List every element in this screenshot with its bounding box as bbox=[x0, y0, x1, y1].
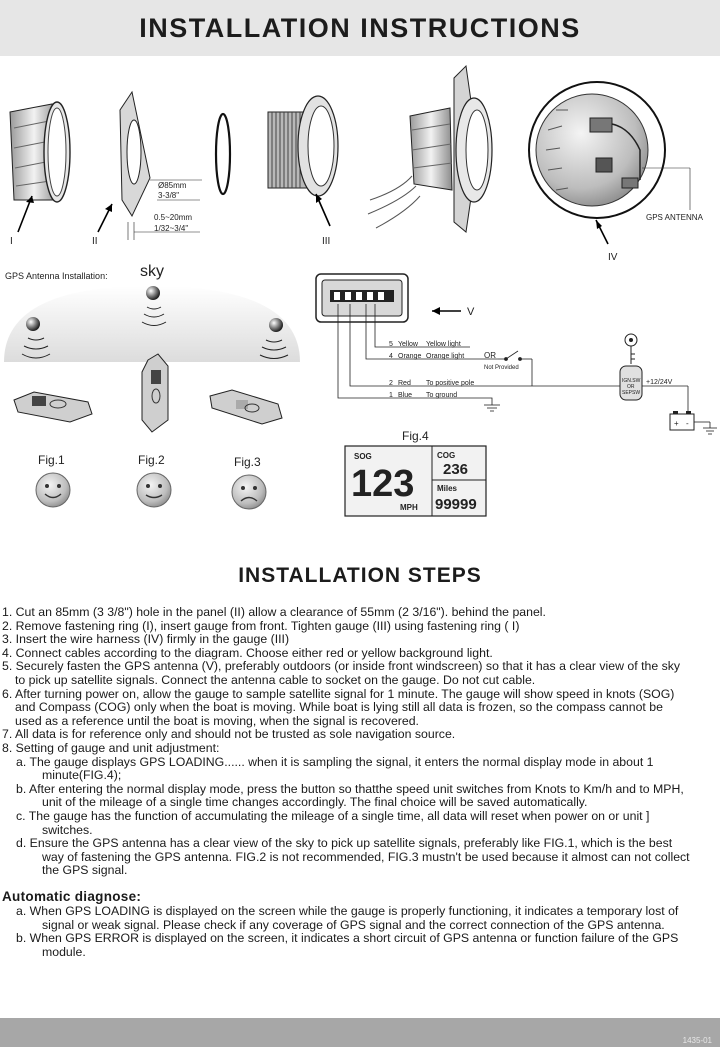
gps-antenna-label: GPS ANTENNA bbox=[646, 213, 703, 222]
svg-text:5 bbox=[389, 341, 393, 348]
part-iv-label: IV bbox=[608, 252, 618, 263]
connector-v bbox=[316, 274, 408, 322]
smiley-happy-icon bbox=[36, 473, 70, 507]
substep-b: b. After entering the normal display mode, press the button so thatthe speed unit switches from Knots to Km/h and to MPH, bbox=[16, 781, 684, 796]
part-ii-label: II bbox=[92, 236, 98, 247]
header-bar bbox=[0, 0, 720, 56]
fig2-label: Fig.2 bbox=[138, 453, 165, 467]
w5-desc: Yellow light bbox=[426, 341, 461, 348]
miles-value: 99999 bbox=[435, 496, 477, 513]
substep-d-cont-1: way of fastening the GPS antenna. FIG.2 is not recommended, FIG.3 mustn't be used because it almost can not collect bbox=[42, 849, 690, 864]
ign-line2: OR bbox=[627, 384, 635, 390]
sky-label: sky bbox=[140, 263, 164, 280]
step-6-cont-1: and Compass (COG) only when the boat is moving. While boat is lying still all data is frozen, so the compass cannot be bbox=[15, 700, 663, 715]
w1-color: Blue bbox=[398, 392, 413, 399]
step-6: 6. After turning power on, allow the gauge to sample satellite signal for 1 minute. The gauge will show speed in knots (SOG) bbox=[2, 686, 675, 701]
substep-d: d. Ensure the GPS antenna has a clear view of the sky to pick up satellite signals, preferably like FIG.1, which is the best bbox=[16, 836, 673, 851]
step-4: 4. Connect cables according to the diagram. Choose either red or yellow background light. bbox=[2, 645, 493, 660]
w5-num: 5 bbox=[389, 341, 393, 348]
diagnose-a-cont: signal or weak signal. Please check if any coverage of GPS signal and the correct connection of the GPS antenna. bbox=[42, 917, 665, 932]
fastening-ring-part bbox=[10, 102, 70, 202]
substep-c-cont: switches. bbox=[42, 822, 93, 837]
w5-color: Yellow bbox=[398, 341, 418, 348]
substep-c: c. The gauge has the function of accumulating the mileage of a single time, all data will reset when power on or unit ] bbox=[16, 808, 650, 823]
ign-line3: SEPSW bbox=[622, 390, 641, 396]
smiley-sad-icon bbox=[232, 475, 266, 509]
gauge-body-part bbox=[268, 96, 338, 196]
w1-desc: To ground bbox=[426, 392, 458, 399]
panel-part bbox=[120, 92, 150, 216]
footer-code: 1435-01 bbox=[682, 1036, 712, 1045]
w2-num: 2 bbox=[389, 380, 393, 387]
step-5-cont: to pick up satellite signals. Connect the antenna cable to socket on the gauge. Do not cut cable. bbox=[15, 672, 536, 687]
sog-label: SOG bbox=[354, 452, 372, 461]
diagnose-b: b. When GPS ERROR is displayed on the screen, it indicates a short circuit of GPS antenna or function failure of the GPS bbox=[16, 931, 679, 946]
w1-num: 1 bbox=[389, 392, 393, 399]
voltage-label: +12/24V bbox=[646, 379, 673, 386]
substep-b-cont: unit of the mileage of a single time changes accordingly. The final choice will be saved automatically. bbox=[42, 795, 588, 810]
smiley-neutral-happy-icon bbox=[137, 473, 171, 507]
sog-unit: MPH bbox=[400, 503, 418, 512]
step-5: 5. Securely fasten the GPS antenna (V), preferably outdoors (or inside front windscreen) so that it has a clear view of the sky bbox=[2, 659, 681, 674]
steps-title: INSTALLATION STEPS bbox=[238, 564, 482, 587]
diagnose-b-cont: module. bbox=[42, 944, 86, 959]
battery-ground bbox=[694, 422, 717, 434]
connector-v-label: V bbox=[467, 306, 475, 318]
step-2: 2. Remove fastening ring (I), insert gauge from front. Tighten gauge (III) using fastening ring ( I) bbox=[2, 618, 520, 633]
w2-color: Red bbox=[398, 380, 411, 387]
or-label: OR bbox=[484, 351, 496, 360]
w4-desc: Orange light bbox=[426, 353, 465, 360]
substep-a-cont: minute(FIG.4); bbox=[42, 768, 122, 783]
fig1-label: Fig.1 bbox=[38, 453, 65, 467]
fig3-label: Fig.3 bbox=[234, 455, 261, 469]
thickness-mm: 0.5~20mm bbox=[154, 213, 193, 222]
antenna-mount-fig3 bbox=[210, 390, 282, 424]
thickness-in: 1/32~3/4" bbox=[154, 224, 189, 233]
w2-desc: To positive pole bbox=[426, 380, 475, 387]
footer-bar bbox=[0, 1018, 720, 1047]
assembled-gauge bbox=[368, 66, 492, 232]
ign-line1: IGN.SW bbox=[622, 378, 641, 384]
step-3: 3. Insert the wire harness (IV) firmly in the gauge (III) bbox=[2, 632, 290, 647]
cog-label: COG bbox=[437, 451, 456, 460]
installation-steps bbox=[2, 606, 718, 878]
fig4-label: Fig.4 bbox=[402, 429, 429, 443]
part-i-label: I bbox=[10, 236, 13, 247]
page-title: INSTALLATION INSTRUCTIONS bbox=[139, 13, 581, 43]
step-7: 7. All data is for reference only and should not be trusted as sole navigation source. bbox=[2, 727, 456, 742]
diagnose-a: a. When GPS LOADING is displayed on the screen while the gauge is properly functioning, it indicates a temporary lost of bbox=[16, 904, 679, 918]
o-ring bbox=[216, 114, 230, 194]
antenna-installation-label: GPS Antenna Installation: bbox=[5, 271, 108, 281]
w4-num: 4 bbox=[389, 353, 393, 360]
not-provided-label: Not Provided bbox=[484, 365, 519, 371]
diameter-mm: Ø85mm bbox=[158, 181, 187, 190]
antenna-mount-fig1 bbox=[14, 392, 92, 422]
diameter-in: 3-3/8" bbox=[158, 191, 180, 200]
cog-value: 236 bbox=[443, 461, 469, 478]
miles-label: Miles bbox=[437, 484, 458, 493]
sog-value: 123 bbox=[351, 463, 415, 505]
step-1: 1. Cut an 85mm (3 3/8") hole in the panel (II) allow a clearance of 55mm (2 3/16"). behind the panel. bbox=[2, 605, 546, 619]
diagnose-title: Automatic diagnose: bbox=[2, 889, 142, 904]
diagnose-list bbox=[2, 905, 718, 959]
substep-d-cont-2: the GPS signal. bbox=[42, 863, 128, 878]
substep-a: a. The gauge displays GPS LOADING...... when it is sampling the signal, it enters the normal display mode in about 1 bbox=[16, 754, 654, 769]
battery-plus: + bbox=[674, 419, 679, 428]
gauge-back-part bbox=[529, 82, 665, 218]
installation-diagrams bbox=[0, 56, 720, 556]
step-6-cont-2: used as a reference until the boat is moving, when the signal is recovered. bbox=[15, 713, 419, 728]
part-iii-label: III bbox=[322, 236, 331, 247]
antenna-mount-fig2 bbox=[142, 354, 168, 432]
w4-color: Orange bbox=[398, 353, 422, 360]
battery-minus: - bbox=[686, 419, 689, 428]
step-8: 8. Setting of gauge and unit adjustment: bbox=[2, 740, 220, 755]
